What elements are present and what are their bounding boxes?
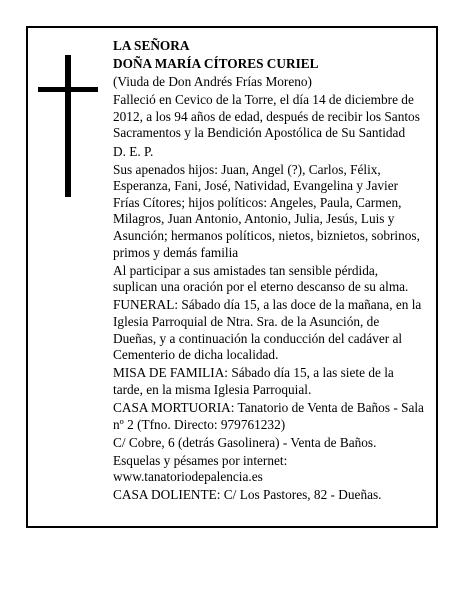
funeral-info: FUNERAL: Sábado día 15, a las doce de la mañana, en la Iglesia Parroquial de Ntra. Sra. de la Asunción, de Dueñas, y a continuación la conducción del cadáver al Cementerio de dicha localidad.	[113, 297, 422, 363]
subtitle: (Viuda de Don Andrés Frías Moreno)	[113, 74, 312, 90]
cross-icon	[38, 55, 98, 197]
family-list: Sus apenados hijos: Juan, Angel (?), Carlos, Félix, Esperanza, Fani, José, Natividad, Evangelina y Javier Frías Cítores; hijos políticos: Angeles, Paula, Carmen, Milagros, Juan Antonio, Antonio, Julia, Jesús, Luis y Asunción; hermanos políticos, nietos, biznietos, sobrinos, primos y demás familia	[113, 161, 420, 260]
family-mass-info: MISA DE FAMILIA: Sábado día 15, a las siete de la tarde, en la misma Iglesia Parroquial.	[113, 365, 394, 397]
title-line-1: LA SEÑORA	[113, 38, 190, 53]
grieving-house-info: CASA DOLIENTE: C/ Los Pastores, 82 - Dueñas.	[113, 487, 382, 503]
death-notice: Falleció en Cevico de la Torre, el día 14 de diciembre de 2012, a los 94 años de edad, después de recibir los Santos Sacramentos y la Bendición Apostólica de Su Santidad	[113, 92, 420, 141]
funeral-home-info: CASA MORTUORIA: Tanatorio de Venta de Baños - Sala nº 2 (Tfno. Directo: 979761232)	[113, 399, 424, 432]
condolences-info: Esquelas y pésames por internet: www.tanatoriodepalencia.es	[113, 452, 288, 485]
dep: D. E. P.	[113, 143, 154, 159]
address-info: C/ Cobre, 6 (detrás Gasolinera) - Venta de Baños.	[113, 434, 377, 450]
prayer-request: Al participar a sus amistades tan sensible pérdida, suplican una oración por el eterno descanso de su alma.	[113, 262, 409, 295]
obituary-text	[113, 38, 425, 506]
deceased-name: DOÑA MARÍA CÍTORES CURIEL	[113, 56, 319, 72]
